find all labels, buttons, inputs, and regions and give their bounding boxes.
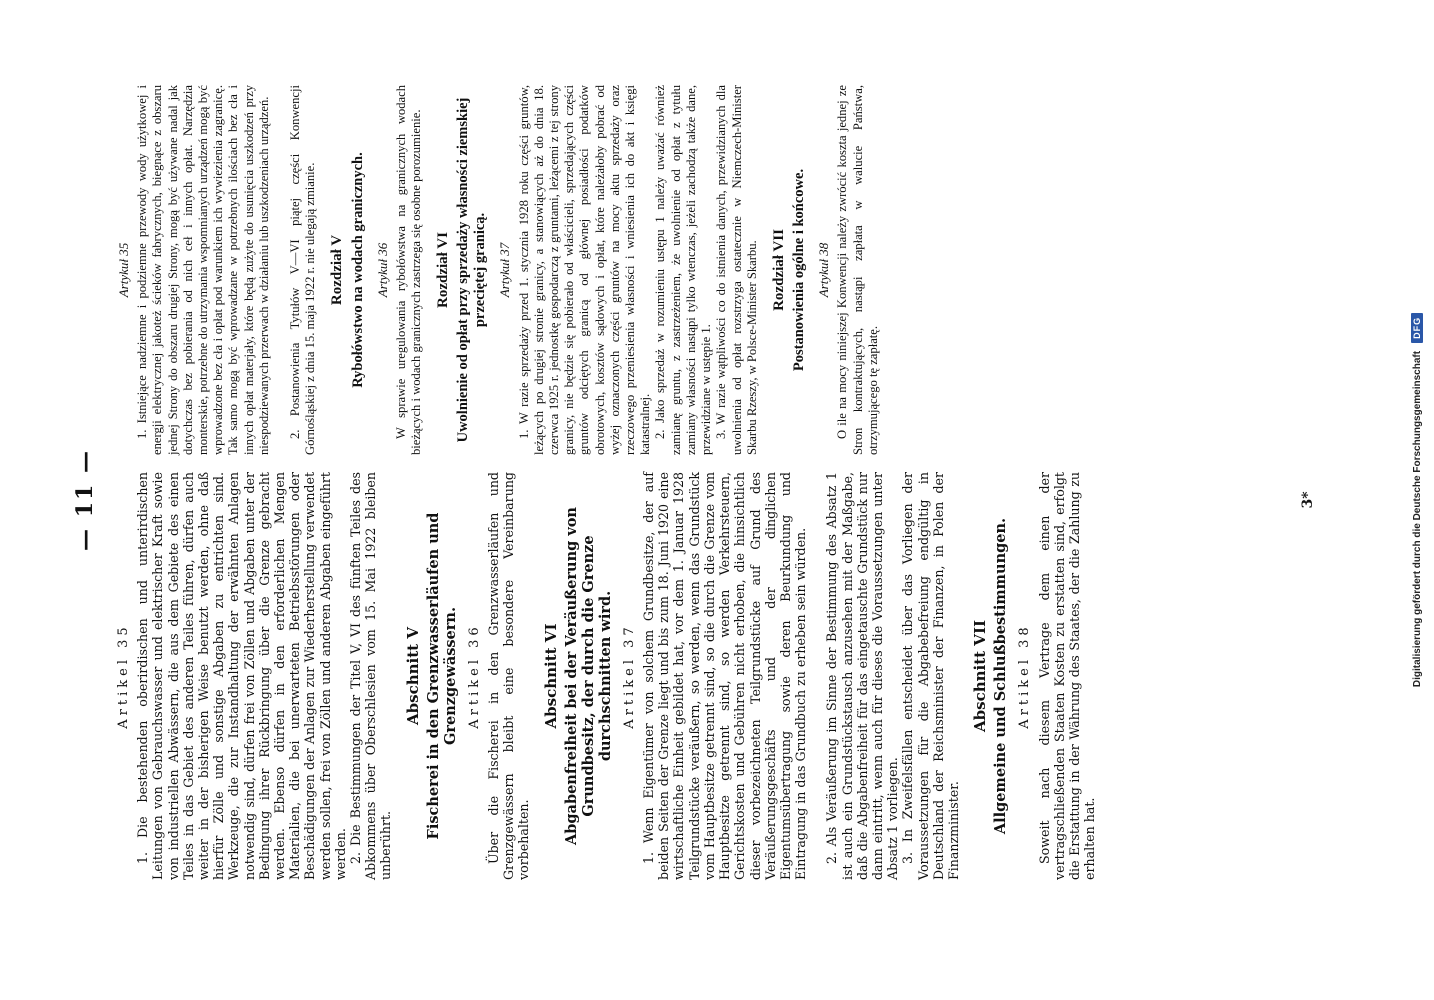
german-column (110, 460, 1097, 1000)
polish-section-5-title: Rybołówstwo na wodach granicznych. (349, 152, 366, 388)
german-article-37-para-1: 1. Wenn Eigentümer von solchem Grundbesitze, der auf beiden Seiten der Grenze liegt und bis zum 18. Juni 1920 eine wirtschaftliche Einheit gebildet hat, vor dem 1. Januar 1928 Teilgrundstücke veräußern, so werden, wenn das Grundstück vom Hauptbesitze getrennt sind, so die durch die Grenze vom Hauptbesitze getrennt sind, so werden Verkehrsteuern, Gerichtskosten und Gebühren nicht erhoben, die hinsichtlich dieser vorbezeichneten Teilgrundstücke auf Grund des Veräußerungsgeschäfts und der dinglichen Eigentumsübertragung sowie deren Beurkundung und Eintragung in das Grundbuch zu erheben sein würden. (641, 472, 809, 880)
page-number: — 11 — (72, 449, 98, 551)
dfg-logo: DFG (1411, 313, 1423, 343)
german-section-5-title: Fischerei in den Grenzwasserläufen und Grenzgewässern. (424, 512, 459, 840)
german-article-35-para-2: 2. Die Bestimmungen der Titel V, VI des fünften Teiles des Abkommens über Oberschlesien vom 15. Mai 1922 bleiben unberührt. (348, 472, 394, 880)
polish-article-35-title: Artykuł 35 (116, 242, 131, 298)
polish-article-37-para-3: 3. W razie wątpliwości co do istnienia danych, przewidzianych dla uwolnienia od opłat rozstrzyga ostatecznie w Niemczech-Minister Skarbu Rzeszy, w Polsce-Minister Skarbu. (714, 85, 759, 455)
polish-article-35-para-2: 2. Postanowienia Tytułów V—VI piątej części Konwencji Górnośląskiej z dnia 15. maja 1922 r. nie ulegają zmianie. (288, 85, 318, 455)
polish-article-38-title: Artykuł 38 (816, 242, 832, 298)
german-section-6-title: Abgabenfreiheit bei der Veräußerung von Grundbesitz, der durch die Grenze durchschnitten wird. (562, 507, 614, 845)
german-article-38-para-1: Soweit nach diesem Vertrage dem einen der vertragschließenden Staaten Kosten zu erstatten sind, erfolgt die Erstattung in der Währung des Staates, der die Zahlung zu erhalten hat. (1036, 472, 1098, 880)
german-article-37-para-2: 2. Als Veräußerung im Sinne der Bestimmung des Absatz 1 ist auch ein Grundstückstausch anzusehen mit der Maßgabe, daß die Abgabenfreiheit für das eingetauschte Grundstück nur dann eintritt, wenn auch für dieses die Voraussetzungen unter Absatz 1 vorliegen. (824, 472, 901, 880)
signature-mark: 3* (1300, 491, 1316, 509)
polish-article-36-title: Artykuł 36 (374, 242, 390, 298)
german-article-37-para-3: 3. In Zweifelsfällen entscheidet über das Vorliegen der Voraussetzungen für die Abgabebefreiung endgültig in Deutschland der Reichsminister der Finanzen, in Polen der Finanzminister. (900, 472, 961, 880)
polish-section-7-title: Postanowienia ogólne i końcowe. (791, 168, 808, 372)
german-section-7-heading: Abschnitt VII (971, 620, 990, 732)
german-section-7-title: Allgemeine und Schlußbestimmungen. (992, 517, 1010, 835)
polish-article-38-para-1: O ile na mocy niniejszej Konwencji należy zwrócić koszta jednej ze Stron kontraktujących, nastąpi zapłata w walucie Państwa, otrzymującego tę zapłatę. (835, 85, 880, 455)
polish-article-37-para-1: 1. W razie sprzedaży przed 1. stycznia 1928 roku części gruntów, leżących po drugiej stronie granicy, a stanowiących aż do dnia 18. czerwca 1925 r. jednostkę gospodarczą z gruntami, leżącemi z tej strony granicy, nie będzie się pobierało od właścicieli, sprzedających części gruntów odciętych granicą od głównej posiadłości podatków obrotowych, kosztów sądowych i opłat, które należałoby pobrać od wyżej oznaczonych części gruntów na mocy aktu sprzedaży oraz rzeczowego przeniesienia własności i wniesienia ich do akt i księgi katastralnej. (516, 85, 653, 455)
german-article-36-title: Artikel 36 (466, 623, 482, 729)
polish-section-7-heading: Rozdział VII (770, 229, 787, 311)
german-article-36-para-1: Über die Fischerei in den Grenzwasserläufen und Grenzgewässern bleibt eine besondere Vereinbarung vorbehalten. (486, 472, 532, 880)
polish-section-6-title: Uwolnienie od opłat przy sprzedaży własności ziemskiej przeciętej granicą. (455, 97, 489, 443)
german-article-38-title: Artikel 38 (1017, 623, 1033, 729)
polish-column (110, 0, 881, 465)
digitization-credit (1405, 0, 1429, 1000)
polish-section-5-heading: Rozdział V (329, 234, 346, 306)
polish-article-37-para-2: 2. Jako sprzedaż w rozumieniu ustępu 1 należy uważać również zamianę gruntu, z zastrzeżeniem, że uwolnienie od opłat z tytułu zamiany własności nastąpi tylko wtenczas, jeżeli zachodzą także dane, przewidziane w ustępie 1. (653, 85, 714, 455)
polish-article-37-title: Artykuł 37 (497, 242, 513, 298)
polish-article-36-para-1: W sprawie uregulowania rybołówstwa na granicznych wodach bieżących i wodach granicznych zastrzega się osobne porozumienie. (393, 85, 424, 455)
polish-section-6-heading: Rozdział VI (435, 232, 452, 308)
german-article-35-title: Artikel 35 (116, 623, 131, 729)
digitization-note: Digitalisierung gefördert durch die Deutsche Forschungsgemeinschaft (1411, 350, 1423, 688)
german-article-35-para-1: 1. Die bestehenden oberirdischen und unterirdischen Leitungen von Gebrauchswasser und elektrischer Kraft sowie von industriellen Abwässern, die aus dem Gebiete des einen Teiles in das Gebiet des anderen Teiles führen, dürfen auch weiter in der bisherigen Weise benutzt werden, ohne daß hierfür Zölle und sonstige Abgaben zu entrichten sind. Werkzeuge, die zur Instandhaltung der erwähnten Anlagen notwendig sind, dürfen frei von Zöllen und Abgaben unter der Bedingung ihrer Rückbringung über die Grenze gebracht werden. Ebenso dürfen in den erforderlichen Mengen Materialien, die bei unerwarteten Betriebsstörungen oder Beschädigungen der Anlagen zur Wiederherstellung verwendet werden sollen, frei von Zöllen und anderen Abgaben eingeführt werden. (135, 472, 348, 880)
german-section-5-heading: Abschnitt V (403, 627, 422, 725)
polish-article-35-para-1: 1. Istniejące nadziemne i podziemne przewody wody użytkowej i energji elektrycznej jakoteż ścieków fabrycznych, biegnące z obszaru jednej Strony do obszaru drugiej Strony, mogą być używane nadal jak dotychczas bez pobierania od nich ceł i innych opłat. Narzędzia monterskie, potrzebne do utrzymania wspomnianych urządzeń mogą być wprowadzone bez cła i opłat pod warunkiem ich wywiezienia zagranicę. Tak samo mogą być wprowadzane w potrzebnych ilościach bez cła i innych opłat materjały, które będą zużyte do usunięcia uszkodzeń przy niespodziewanych przerwach w działaniu lub uszkodzeniach urządzeń. (135, 85, 271, 455)
german-article-37-title: Artikel 37 (621, 623, 637, 729)
german-section-6-heading: Abschnitt VI (541, 623, 560, 729)
